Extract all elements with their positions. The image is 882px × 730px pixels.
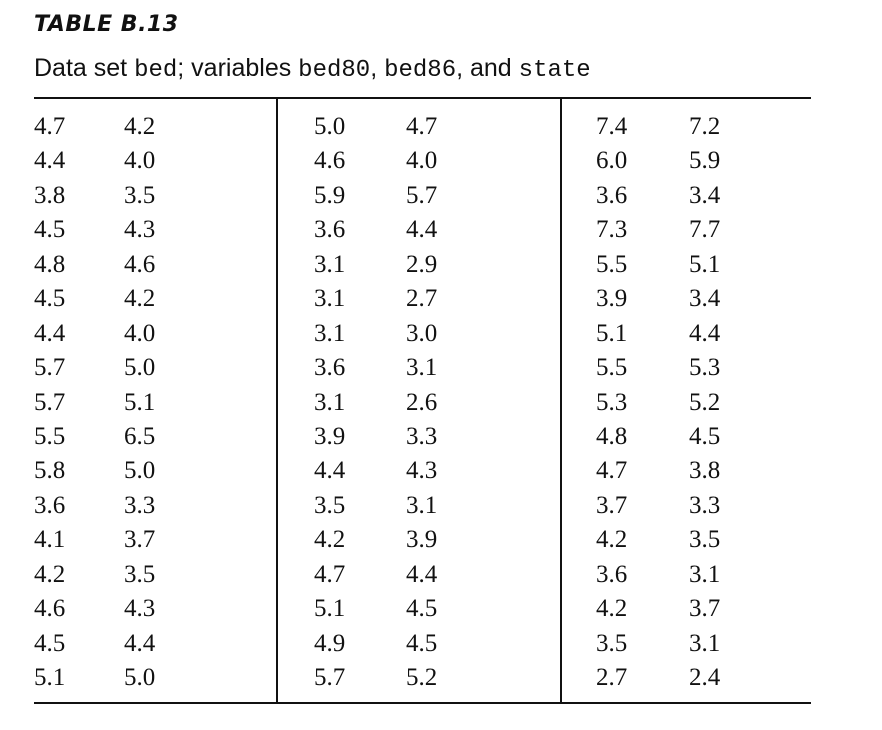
caption-sep2: , and: [456, 54, 519, 82]
cell-bed86: 2.7: [406, 285, 438, 313]
cell-bed80: 3.6: [596, 560, 628, 588]
cell-bed80: 4.5: [34, 629, 66, 657]
cell-bed86: 3.8: [689, 457, 721, 485]
cell-bed80: 5.3: [596, 388, 628, 416]
cell-bed80: 3.7: [596, 491, 628, 519]
cell-bed86: 5.1: [689, 250, 721, 278]
cell-bed80: 4.2: [314, 526, 346, 554]
table-top-rule: [34, 97, 811, 99]
cell-bed80: 3.1: [314, 285, 346, 313]
cell-bed86: 3.3: [689, 491, 721, 519]
cell-bed80: 4.5: [34, 216, 66, 244]
cell-bed80: 4.7: [314, 560, 346, 588]
caption-var-bed86: bed86: [384, 57, 457, 84]
cell-bed86: 4.4: [689, 319, 721, 347]
cell-bed80: 4.2: [34, 560, 66, 588]
cell-bed86: 2.6: [406, 388, 438, 416]
cell-bed80: 4.6: [34, 595, 66, 623]
cell-bed86: 4.5: [406, 629, 438, 657]
cell-bed80: 4.5: [34, 285, 66, 313]
cell-bed80: 5.1: [314, 595, 346, 623]
caption-dataset: bed: [134, 57, 178, 84]
cell-bed80: 3.6: [34, 491, 66, 519]
cell-bed86: 3.5: [689, 526, 721, 554]
cell-bed80: 5.7: [34, 388, 66, 416]
cell-bed86: 3.4: [689, 181, 721, 209]
cell-bed80: 3.5: [596, 629, 628, 657]
cell-bed86: 5.0: [124, 457, 156, 485]
cell-bed80: 4.1: [34, 526, 66, 554]
cell-bed86: 6.5: [124, 422, 156, 450]
cell-bed86: 7.2: [689, 113, 721, 140]
cell-bed80: 4.2: [596, 595, 628, 623]
caption-sep1: ,: [370, 54, 385, 82]
cell-bed80: 4.7: [34, 113, 66, 140]
cell-bed80: 6.0: [596, 147, 628, 175]
cell-bed86: 4.4: [406, 560, 438, 588]
cell-bed86: 3.0: [406, 319, 438, 347]
cell-bed86: 3.7: [689, 595, 721, 623]
cell-bed86: 4.4: [406, 216, 438, 244]
cell-bed86: 3.1: [406, 354, 438, 382]
cell-bed86: 5.0: [124, 664, 156, 691]
cell-bed80: 3.1: [314, 250, 346, 278]
cell-bed80: 4.6: [314, 147, 346, 175]
cell-bed80: 5.5: [596, 250, 628, 278]
cell-bed80: 3.8: [34, 181, 66, 209]
cell-bed80: 3.9: [314, 422, 346, 450]
cell-bed86: 5.2: [406, 664, 438, 691]
cell-bed86: 4.2: [124, 285, 156, 313]
cell-bed80: 2.7: [596, 664, 628, 691]
cell-bed80: 7.4: [596, 113, 628, 140]
cell-bed80: 3.6: [314, 216, 346, 244]
cell-bed86: 5.2: [689, 388, 721, 416]
cell-bed80: 5.5: [34, 422, 66, 450]
cell-bed86: 3.3: [124, 491, 156, 519]
cell-bed80: 5.5: [596, 354, 628, 382]
cell-bed80: 7.3: [596, 216, 628, 244]
caption-prefix: Data set: [34, 54, 135, 82]
cell-bed80: 5.0: [314, 113, 346, 140]
caption-mid: ; variables: [177, 54, 299, 82]
cell-bed86: 5.9: [689, 147, 721, 175]
cell-bed80: 3.6: [314, 354, 346, 382]
cell-bed86: 4.6: [124, 250, 156, 278]
cell-bed86: 5.0: [124, 354, 156, 382]
cell-bed80: 3.6: [596, 181, 628, 209]
cell-bed80: 5.1: [34, 664, 66, 691]
cell-bed80: 4.4: [34, 319, 66, 347]
cell-bed86: 2.9: [406, 250, 438, 278]
cell-bed86: 3.1: [689, 629, 721, 657]
cell-bed86: 4.7: [406, 113, 438, 140]
table-title: TABLE B.13: [34, 12, 179, 37]
cell-bed86: 4.5: [406, 595, 438, 623]
cell-bed86: 4.3: [406, 457, 438, 485]
column-divider-2: [560, 97, 562, 704]
cell-bed86: 3.9: [406, 526, 438, 554]
cell-bed86: 7.7: [689, 216, 721, 244]
cell-bed86: 2.4: [689, 664, 721, 691]
column-divider-1: [276, 97, 278, 704]
cell-bed86: 3.5: [124, 560, 156, 588]
table-caption: [34, 54, 591, 84]
cell-bed86: 4.0: [406, 147, 438, 175]
cell-bed80: 3.1: [314, 388, 346, 416]
cell-bed86: 4.2: [124, 113, 156, 140]
cell-bed80: 5.1: [596, 319, 628, 347]
cell-bed86: 3.1: [406, 491, 438, 519]
cell-bed80: 4.4: [34, 147, 66, 175]
cell-bed80: 3.9: [596, 285, 628, 313]
cell-bed86: 5.3: [689, 354, 721, 382]
cell-bed80: 4.9: [314, 629, 346, 657]
caption-var-bed80: bed80: [298, 57, 371, 84]
cell-bed86: 4.3: [124, 216, 156, 244]
cell-bed86: 3.5: [124, 181, 156, 209]
cell-bed80: 5.7: [314, 664, 346, 691]
cell-bed80: 4.4: [314, 457, 346, 485]
cell-bed86: 3.1: [689, 560, 721, 588]
cell-bed86: 4.4: [124, 629, 156, 657]
table-bottom-rule: [34, 702, 811, 704]
cell-bed80: 4.7: [596, 457, 628, 485]
cell-bed86: 5.1: [124, 388, 156, 416]
cell-bed80: 3.5: [314, 491, 346, 519]
cell-bed86: 3.3: [406, 422, 438, 450]
cell-bed86: 5.7: [406, 181, 438, 209]
cell-bed86: 4.5: [689, 422, 721, 450]
cell-bed80: 4.2: [596, 526, 628, 554]
cell-bed86: 3.7: [124, 526, 156, 554]
cell-bed86: 4.0: [124, 319, 156, 347]
cell-bed80: 5.9: [314, 181, 346, 209]
cell-bed80: 4.8: [596, 422, 628, 450]
cell-bed80: 4.8: [34, 250, 66, 278]
cell-bed80: 5.8: [34, 457, 66, 485]
caption-var-state: state: [518, 57, 591, 84]
cell-bed80: 5.7: [34, 354, 66, 382]
cell-bed80: 3.1: [314, 319, 346, 347]
cell-bed86: 3.4: [689, 285, 721, 313]
cell-bed86: 4.0: [124, 147, 156, 175]
cell-bed86: 4.3: [124, 595, 156, 623]
